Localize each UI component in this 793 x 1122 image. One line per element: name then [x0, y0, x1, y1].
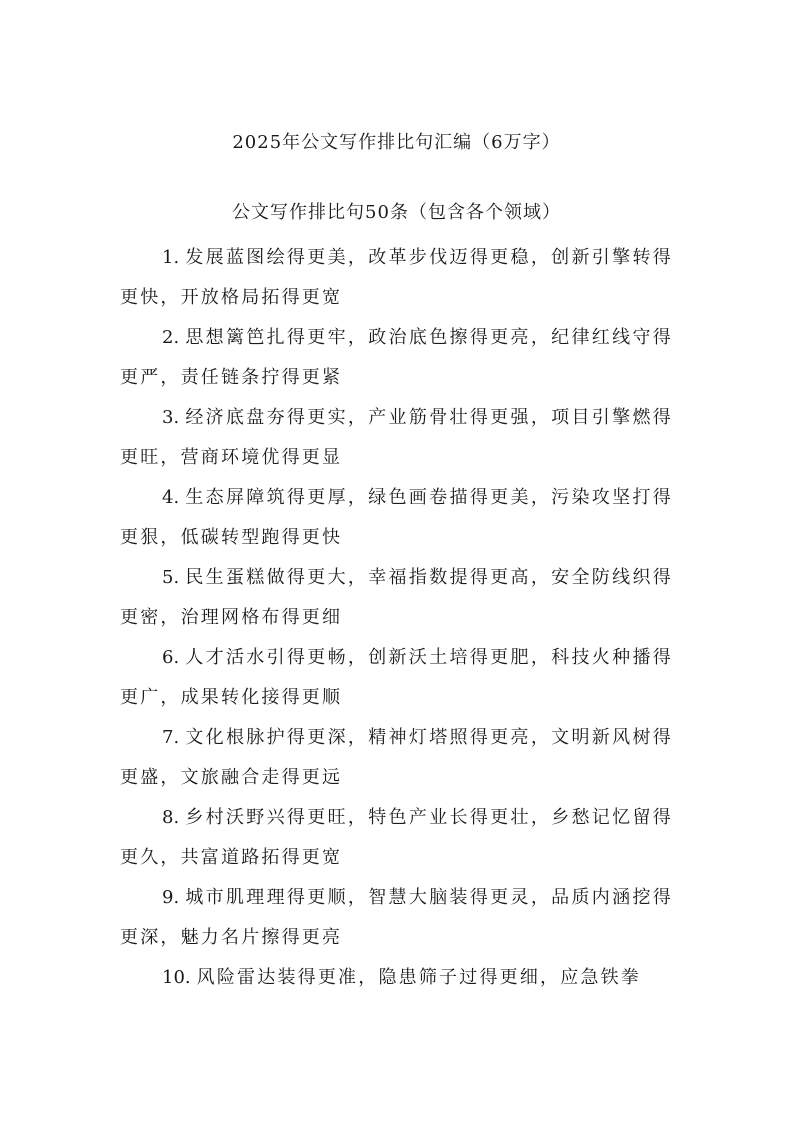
item-number: 6.	[162, 647, 180, 668]
item-text: 乡村沃野兴得更旺，特色产业长得更壮，乡愁记忆留得更久，共富道路拓得更宽	[120, 807, 673, 868]
sentence-list	[120, 238, 673, 998]
section-subtitle: 公文写作排比句50条（包含各个领域）	[232, 202, 561, 223]
item-number: 3.	[162, 407, 180, 428]
item-text: 城市肌理理得更顺，智慧大脑装得更灵，品质内涵挖得更深，魅力名片擦得更亮	[120, 887, 673, 948]
item-text: 发展蓝图绘得更美，改革步伐迈得更稳，创新引擎转得更快，开放格局拓得更宽	[120, 247, 673, 308]
item-number: 4.	[162, 487, 180, 508]
item-text: 文化根脉护得更深，精神灯塔照得更亮，文明新风树得更盛，文旅融合走得更远	[120, 727, 673, 788]
item-number: 9.	[162, 887, 180, 908]
document-title: 2025年公文写作排比句汇编（6万字）	[232, 132, 561, 153]
item-number: 1.	[162, 247, 180, 268]
list-item	[120, 478, 673, 558]
item-text: 人才活水引得更畅，创新沃土培得更肥，科技火种播得更广，成果转化接得更顺	[120, 647, 673, 708]
item-text: 经济底盘夯得更实，产业筋骨壮得更强，项目引擎燃得更旺，营商环境优得更显	[120, 407, 673, 468]
item-text: 民生蛋糕做得更大，幸福指数提得更高，安全防线织得更密，治理网格布得更细	[120, 567, 673, 628]
item-number: 5.	[162, 567, 180, 588]
list-item	[120, 398, 673, 478]
list-item	[120, 318, 673, 398]
list-item	[120, 958, 673, 998]
list-item	[120, 238, 673, 318]
item-number: 2.	[162, 327, 180, 348]
item-number: 10.	[162, 967, 191, 988]
list-item	[120, 638, 673, 718]
item-text: 风险雷达装得更准，隐患筛子过得更细，应急铁拳	[196, 967, 642, 988]
list-item	[120, 798, 673, 878]
item-text: 生态屏障筑得更厚，绿色画卷描得更美，污染攻坚打得更狠，低碳转型跑得更快	[120, 487, 673, 548]
item-number: 8.	[162, 807, 180, 828]
item-number: 7.	[162, 727, 180, 748]
item-text: 思想篱笆扎得更牢，政治底色擦得更亮，纪律红线守得更严，责任链条拧得更紧	[120, 327, 673, 388]
list-item	[120, 878, 673, 958]
list-item	[120, 558, 673, 638]
list-item	[120, 718, 673, 798]
